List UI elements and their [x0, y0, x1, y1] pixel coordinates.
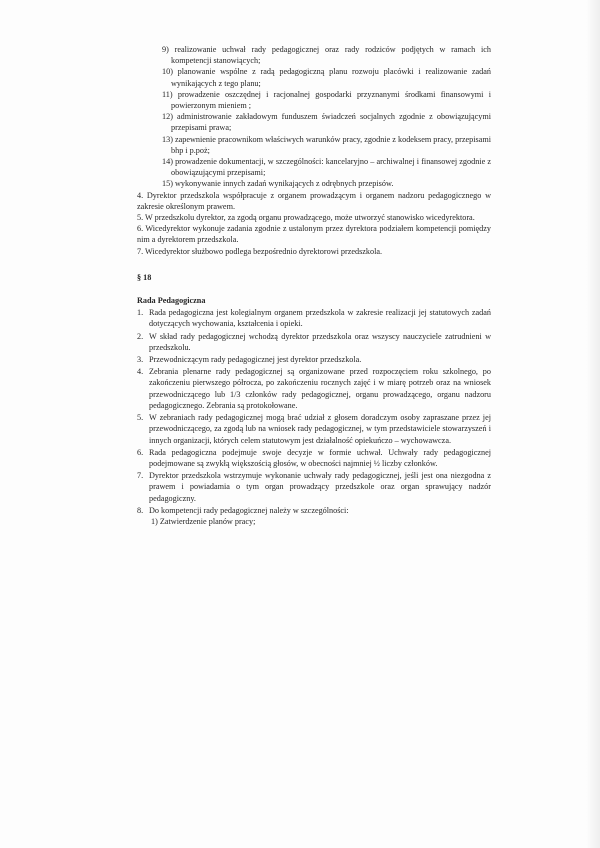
list-item [137, 331, 491, 353]
rada-pedagogiczna-list [137, 307, 491, 527]
list-item [137, 307, 491, 329]
paragraph-4: 4. Dyrektor przedszkola współpracuje z organem prowadzącym i organem nadzoru pedagogicznego w zakresie określonym prawem. [137, 190, 491, 211]
sublist-item: 9) realizowanie uchwał rady pedagogicznej oraz rady rodziców podjętych w ramach ich kompetencji stanowiących; [162, 45, 491, 66]
director-duties-sublist [137, 44, 491, 190]
item-text: Rada pedagogiczna podejmuje swoje decyzje w formie uchwał. Uchwały rady pedagogicznej podejmowane są zwykłą większością głosów, w obecności najmniej ½ liczby członków. [149, 447, 491, 468]
page-content [137, 44, 491, 528]
list-item [137, 447, 491, 469]
item-text: Do kompetencji rady pedagogicznej należy w szczególności: [149, 505, 349, 515]
sublist-item: 15) wykonywanie innych zadań wynikających z odrębnych przepisów. [162, 179, 394, 189]
nested-item: 1) Zatwierdzenie planów pracy; [151, 516, 256, 526]
item-number: 2. [137, 331, 144, 341]
section-number: § 18 [137, 272, 152, 282]
paragraph-6: 6. Wicedyrektor wykonuje zadania zgodnie z ustalonym przez dyrektora podziałem kompetencji pomiędzy nim a dyrektorem przedszkola. [137, 224, 491, 245]
sublist-item: 10) planowanie wspólne z radą pedagogiczną planu rozwoju placówki i realizowanie zadań wynikających z tego planu; [162, 67, 491, 88]
sublist-item: 14) prowadzenie dokumentacji, w szczególności: kancelaryjno – archiwalnej i finansowej zgodnie z obowiązującymi przepisami; [162, 157, 491, 178]
scan-edge-shadow [586, 0, 600, 848]
section-title: Rada Pedagogiczna [137, 296, 206, 306]
item-text: W skład rady pedagogicznej wchodzą dyrektor przedszkola oraz wszyscy nauczyciele zatrudnieni w przedszkolu. [149, 331, 491, 352]
paragraph-5: 5. W przedszkolu dyrektor, za zgodą organu prowadzącego, może utworzyć stanowisko wicedyrektora. [137, 213, 475, 223]
item-text: Przewodniczącym rady pedagogicznej jest dyrektor przedszkola. [149, 355, 362, 365]
sublist-item: 11) prowadzenie oszczędnej i racjonalnej gospodarki przyznanymi środkami finansowymi i powierzonym mieniem ; [162, 89, 491, 111]
item-number: 3. [137, 355, 144, 365]
sublist-item: 12) administrowanie zakładowym funduszem świadczeń socjalnych zgodnie z obowiązującymi przepisami prawa; [162, 112, 491, 133]
paragraph-7: 7. Wicedyrektor służbowo podlega bezpośrednio dyrektorowi przedszkola. [137, 246, 383, 256]
sublist-item: 13) zapewnienie pracownikom właściwych warunków pracy, zgodnie z kodeksem pracy, przepisami bhp i p.poż; [162, 134, 491, 155]
item-number: 6. [137, 447, 144, 457]
item-text: Rada pedagogiczna jest kolegialnym organem przedszkola w zakresie realizacji jej statutowych zadań dotyczących wychowania, kształcenia i opieki. [149, 308, 491, 329]
item-number: 7. [137, 471, 144, 481]
item-text: W zebraniach rady pedagogicznej mogą brać udział z głosem doradczym osoby zapraszane przez jej przewodniczącego, za zgodą lub na wniosek rady pedagogicznej, w tym przedstawiciele stowarzyszeń i innych organizacji, których celem statutowym jest działalność opiekuńczo – wychowawcza. [149, 413, 491, 445]
list-item [137, 505, 491, 527]
item-text: Dyrektor przedszkola wstrzymuje wykonanie uchwały rady pedagogicznej, jeśli jest ona niezgodna z prawem i powiadamia o tym organ prowadzący przedszkole oraz organ sprawujący nadzór pedagogiczny. [149, 471, 491, 503]
item-number: 8. [137, 505, 144, 515]
list-item [137, 412, 491, 446]
list-item [137, 470, 491, 504]
item-text: Zebrania plenarne rady pedagogicznej są organizowane przed rozpoczęciem roku szkolnego, po zakończeniu pierwszego półrocza, po zakończeniu rocznych zajęć i w miarę potrzeb oraz na wniosek przewodniczącego lub 1/3 członków rady pedagogicznej, organu prowadzącego, organu nadzoru pedagogicznego. Zebrania są protokołowane. [149, 367, 491, 410]
list-item [137, 354, 491, 365]
item-number: 1. [137, 308, 144, 318]
item-number: 4. [137, 367, 144, 377]
item-text-block [149, 505, 491, 527]
list-item [137, 366, 491, 411]
item-number: 5. [137, 413, 144, 423]
